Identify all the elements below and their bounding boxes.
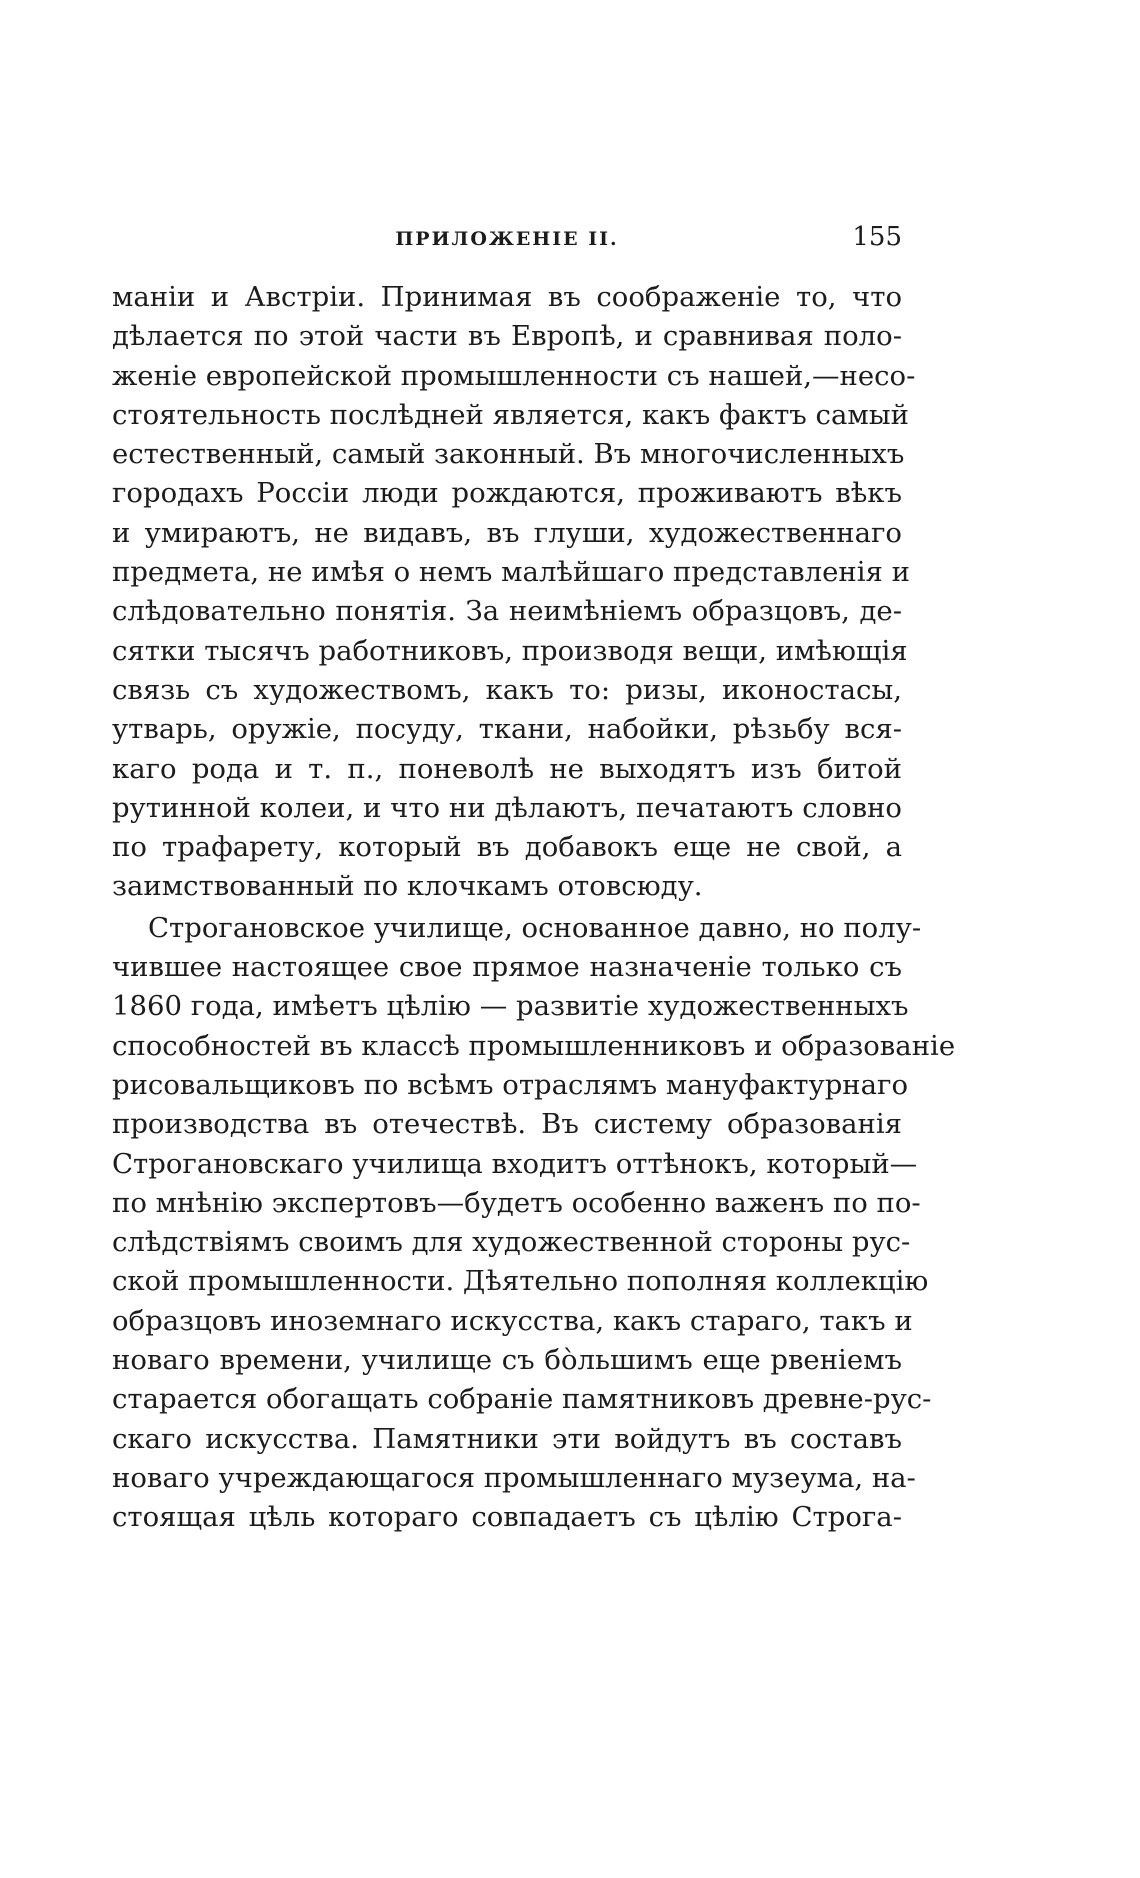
text-line: стоятельность послѣдней является, какъ фактъ самый [112,398,909,431]
text-line: рутинной колеи, и что ни дѣлаютъ, печатаютъ словно [112,791,902,824]
text-line: производства въ отечествѣ. Въ систему образованія [112,1108,902,1141]
paragraph-1 [112,278,916,907]
text-line: заимствованный по клочкамъ отовсюду. [112,870,703,903]
text-line: дѣлается по этой части въ Европѣ, и сравнивая поло- [112,320,902,353]
paragraph-2 [112,909,956,1538]
text-line: и умираютъ, не видавъ, въ глуши, художественнаго [112,516,902,549]
text-line: рисовальщиковъ по всѣмъ отраслямъ мануфактурнаго [112,1068,908,1101]
page-number: 155 [852,222,902,252]
text-line: новаго учреждающагося промышленнаго музеума, на- [112,1461,916,1494]
text-line: чившее настоящее свое прямое назначеніе только съ [112,951,902,984]
text-line: 1860 года, имѣетъ цѣлію — развитіе художественныхъ [112,990,909,1023]
text-line: образцовъ иноземнаго искусства, какъ стараго, такъ и [112,1304,913,1337]
text-line: стоящая цѣль котораго совпадаетъ съ цѣлію Строга- [112,1501,902,1534]
running-header [112,222,902,262]
text-line: женіе европейской промышленности съ нашей,—несо- [112,359,916,392]
text-line: слѣдовательно понятія. За неимѣніемъ образцовъ, де- [112,595,902,628]
text-line: по трафарету, который въ добавокъ еще не свой, а [112,831,902,864]
text-line: старается обогащать собраніе памятниковъ древне-рус- [112,1383,932,1416]
text-line: городахъ Россіи люди рождаются, проживаютъ вѣкъ [112,477,902,510]
text-line: скаго искусства. Памятники эти войдутъ въ составъ [112,1422,902,1455]
text-line: по мнѣнію экспертовъ—будетъ особенно важенъ по по- [112,1186,921,1219]
text-line: предмета, не имѣя о немъ малѣйшаго представленія и [112,556,910,589]
section-title: ПРИЛОЖЕНІЕ II. [395,228,619,250]
text-line: связь съ художествомъ, какъ то: ризы, иконостасы, [112,673,902,706]
text-line: каго рода и т. п., поневолѣ не выходятъ изъ битой [112,752,902,785]
text-line: способностей въ классѣ промышленниковъ и образованіе [112,1029,956,1062]
text-line: Строгановское училище, основанное давно, но полу- [148,911,922,944]
text-line: сятки тысячъ работниковъ, производя вещи, имѣющія [112,634,908,667]
text-line: маніи и Австріи. Принимая въ соображеніе то, что [112,281,902,313]
text-line: ской промышленности. Дѣятельно пополняя коллекцію [112,1265,929,1298]
text-line: утварь, оружіе, посуду, ткани, набойки, рѣзьбу вся- [112,713,902,746]
text-line: слѣдствіямъ своимъ для художественной стороны рус- [112,1226,911,1259]
text-line: естественный, самый законный. Въ многочисленныхъ [112,438,905,471]
text-line: Строгановскаго училища входитъ оттѣнокъ, который— [112,1147,918,1180]
text-line: новаго времени, училище съ бòльшимъ еще рвеніемъ [112,1344,902,1377]
body-text [112,278,956,1538]
